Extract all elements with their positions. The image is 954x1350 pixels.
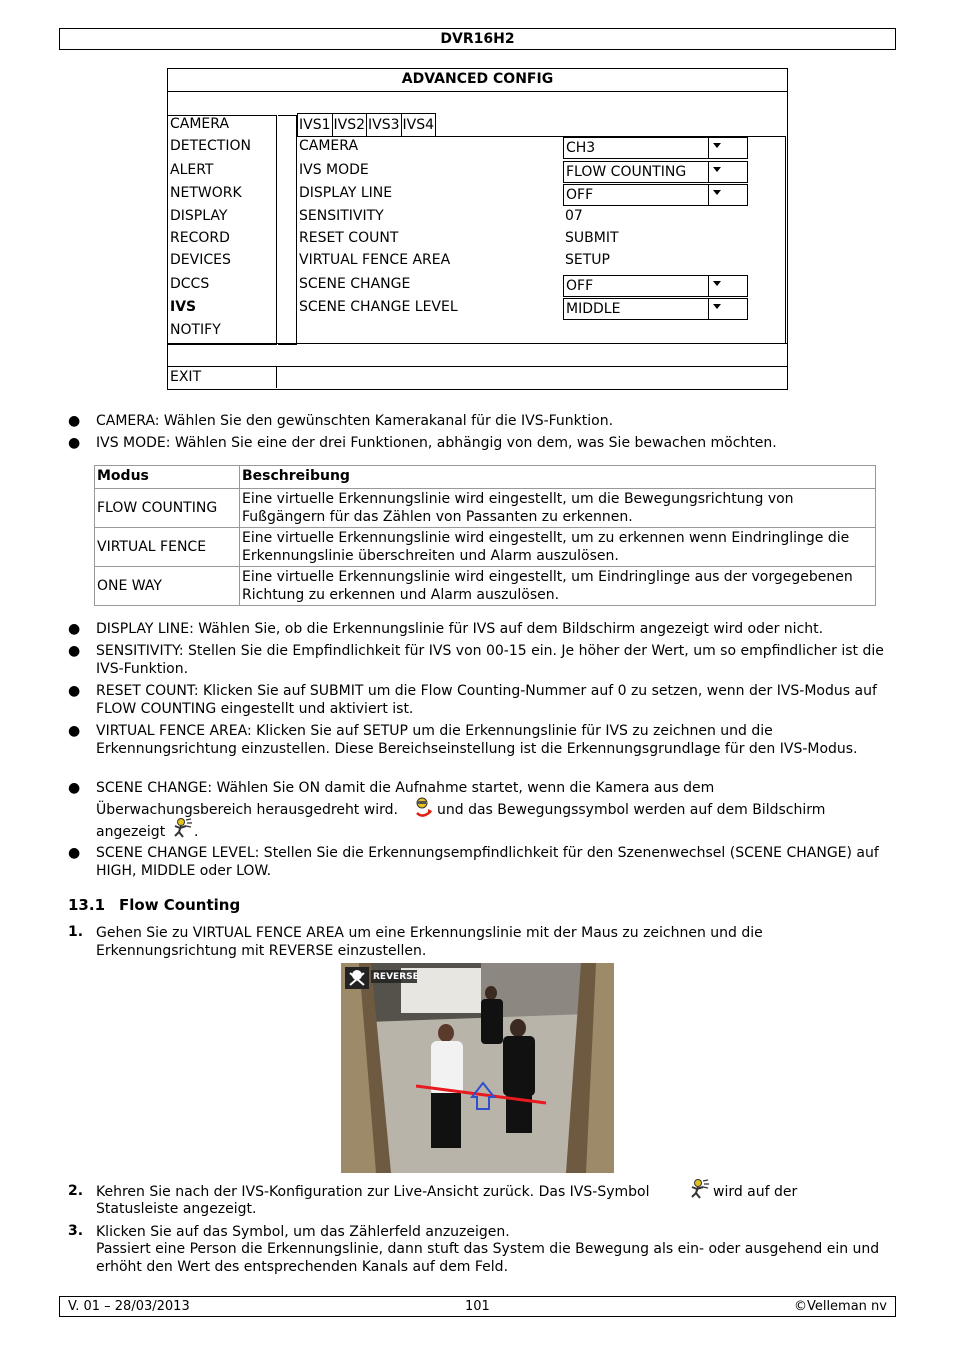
advanced-config-panel (167, 68, 788, 390)
exit-button[interactable] (168, 366, 277, 388)
scene-change-dropdown-value: OFF (566, 278, 594, 294)
reverse-label: REVERSE (373, 972, 419, 982)
camera-dropdown[interactable] (563, 137, 748, 159)
chevron-down-icon[interactable] (708, 138, 747, 158)
camera-view-image (341, 963, 614, 1173)
menu-item-camera[interactable]: CAMERA (170, 116, 230, 132)
ivs-mode-dropdown-value: FLOW COUNTING (566, 164, 687, 180)
display-line-dropdown-value: OFF (566, 187, 594, 203)
tab-ivs2[interactable]: IVS2 (332, 113, 368, 137)
step-text: Kehren Sie nach der IVS-Konfiguration zur Live-Ansicht zurück. Das IVS-Symbol (96, 1184, 650, 1200)
bullet-text: Überwachungsbereich herausgedreht wird. (96, 802, 398, 818)
row-label-reset-count: RESET COUNT (299, 230, 399, 246)
section-heading (68, 896, 240, 914)
bullet-text: VIRTUAL FENCE AREA: Klicken Sie auf SETUP um die Erkennungslinie für IVS zu zeichnen und die Erkennungsrichtung einzustellen. Diese Bereichseinstellung ist die Erkennungsgrundlage für den IVS-Modus. (96, 723, 858, 757)
bullet-text: IVS MODE: Wählen Sie eine der drei Funktionen, abhängig von dem, was Sie bewachen möchten. (96, 435, 777, 451)
page-number: 101 (465, 1299, 490, 1314)
menu-item-devices[interactable]: DEVICES (170, 252, 231, 268)
footer-copyright: ©Velleman nv (793, 1299, 887, 1314)
page-footer (59, 1296, 896, 1317)
config-menu (168, 115, 277, 345)
section-title: Flow Counting (119, 896, 241, 914)
bullet-text: SCENE CHANGE LEVEL: Stellen Sie die Erkennungsempfindlichkeit für den Szenenwechsel (SCENE CHANGE) auf HIGH, MIDDLE oder LOW. (96, 845, 879, 879)
bullet-icon: ● (68, 780, 81, 796)
mode-description: Eine virtuelle Erkennungslinie wird eingestellt, um Eindringlinge aus der vorgegebenen Richtung zu erkennen und Alarm auszulösen. (240, 567, 876, 606)
ivs-modes-table (94, 465, 876, 606)
menu-scrollbar (278, 115, 297, 345)
row-label-virtual-fence-area: VIRTUAL FENCE AREA (299, 252, 451, 268)
bullet-text: SCENE CHANGE: Wählen Sie ON damit die Aufnahme startet, wenn die Kamera aus dem (96, 780, 715, 796)
step-text: wird auf der (713, 1184, 798, 1200)
column-header-beschreibung: Beschreibung (240, 466, 876, 489)
row-label-sensitivity: SENSITIVITY (299, 208, 384, 224)
mode-name: ONE WAY (95, 567, 240, 606)
sensitivity-value[interactable]: 07 (565, 208, 583, 224)
mode-name: FLOW COUNTING (95, 489, 240, 528)
camera-scene (341, 963, 614, 1173)
step-text: Klicken Sie auf das Symbol, um das Zählerfeld anzuzeigen. (96, 1224, 510, 1240)
step-number: 3. (68, 1223, 84, 1239)
menu-item-alert[interactable]: ALERT (170, 162, 214, 178)
mode-description: Eine virtuelle Erkennungslinie wird eingestellt, um zu erkennen wenn Eindringlinge die Erkennungslinie überschreiten und Alarm auszulösen. (240, 528, 876, 567)
menu-item-dccs[interactable]: DCCS (170, 276, 210, 292)
bullet-text: CAMERA: Wählen Sie den gewünschten Kamerakanal für die IVS-Funktion. (96, 413, 614, 429)
exit-label: EXIT (170, 369, 202, 385)
ivs-tabs (297, 113, 435, 135)
menu-item-network[interactable]: NETWORK (170, 185, 242, 201)
camera-dropdown-value: CH3 (566, 140, 596, 156)
bullet-text: RESET COUNT: Klicken Sie auf SUBMIT um die Flow Counting-Nummer auf 0 zu setzen, wenn der IVS-Modus auf FLOW COUNTING eingestellt und aktiviert ist. (96, 683, 877, 717)
chevron-down-icon[interactable] (708, 185, 747, 205)
display-line-dropdown[interactable] (563, 184, 748, 206)
settings-right-column (747, 137, 786, 343)
motion-icon (172, 817, 194, 839)
row-label-scene-change: SCENE CHANGE (299, 276, 411, 292)
chevron-down-icon[interactable] (708, 276, 747, 296)
bullet-scene-change (68, 779, 888, 841)
step-number: 2. (68, 1183, 84, 1199)
table-row (95, 528, 876, 567)
ivs-mode-dropdown[interactable] (563, 161, 748, 183)
virtual-fence-setup-button[interactable]: SETUP (565, 252, 610, 268)
scene-change-dropdown[interactable] (563, 275, 748, 297)
bullet-text: und das Bewegungssymbol werden auf dem Bildschirm (437, 802, 826, 818)
bullet-icon: ● (68, 435, 81, 451)
config-title: ADVANCED CONFIG (168, 69, 787, 92)
bullet-icon: ● (68, 683, 81, 699)
scene-change-level-dropdown[interactable] (563, 298, 748, 320)
row-label-ivs-mode: IVS MODE (299, 162, 369, 178)
column-header-modus: Modus (95, 466, 240, 489)
config-status-bar (168, 343, 787, 367)
bullet-icon: ● (68, 413, 81, 429)
ivs-icon (689, 1178, 711, 1200)
menu-item-ivs[interactable]: IVS (170, 299, 197, 315)
bullet-text: angezeigt (96, 824, 166, 840)
step-text: Passiert eine Person die Erkennungslinie, dann stuft das System die Bewegung als ein- oder ausgehend ein und erhöht den Wert des entsprechenden Kanals auf dem Feld. (96, 1241, 880, 1275)
menu-item-notify[interactable]: NOTIFY (170, 322, 221, 338)
chevron-down-icon[interactable] (708, 162, 747, 182)
page-header: DVR16H2 (59, 28, 896, 50)
row-label-display-line: DISPLAY LINE (299, 185, 393, 201)
tab-ivs4[interactable]: IVS4 (401, 113, 437, 137)
scene-change-icon (413, 795, 435, 819)
scene-change-level-dropdown-value: MIDDLE (566, 301, 621, 317)
menu-item-display[interactable]: DISPLAY (170, 208, 228, 224)
bullet-text: . (194, 824, 199, 840)
tab-ivs1[interactable]: IVS1 (297, 113, 333, 137)
menu-item-detection[interactable]: DETECTION (170, 138, 251, 154)
bullet-icon: ● (68, 643, 81, 659)
bullet-text: SENSITIVITY: Stellen Sie die Empfindlichkeit für IVS von 00-15 ein. Je höher der Wert, um so empfindlicher ist die IVS-Funktion. (96, 643, 884, 677)
table-header-row (95, 466, 876, 489)
row-label-camera: CAMERA (299, 138, 359, 154)
bullet-icon: ● (68, 723, 81, 739)
footer-version: V. 01 – 28/03/2013 (68, 1299, 190, 1314)
step-number: 1. (68, 924, 84, 940)
step-text: Statusleiste angezeigt. (96, 1201, 257, 1217)
tab-ivs3[interactable]: IVS3 (366, 113, 402, 137)
reset-count-submit-button[interactable]: SUBMIT (565, 230, 619, 246)
menu-item-record[interactable]: RECORD (170, 230, 230, 246)
section-number: 13.1 (68, 896, 106, 914)
mode-name: VIRTUAL FENCE (95, 528, 240, 567)
chevron-down-icon[interactable] (708, 299, 747, 319)
table-row (95, 567, 876, 606)
bullet-text: DISPLAY LINE: Wählen Sie, ob die Erkennungslinie für IVS auf dem Bildschirm angezeigt wird oder nicht. (96, 621, 824, 637)
row-label-scene-change-level: SCENE CHANGE LEVEL (299, 299, 458, 315)
step-text: Gehen Sie zu VIRTUAL FENCE AREA um eine Erkennungslinie mit der Maus zu zeichnen und die Erkennungsrichtung mit REVERSE einzustellen. (96, 925, 763, 959)
bullet-icon: ● (68, 621, 81, 637)
table-row (95, 489, 876, 528)
mode-description: Eine virtuelle Erkennungslinie wird eingestellt, um die Bewegungsrichtung von Fußgängern für das Zählen von Passanten zu erkennen. (240, 489, 876, 528)
bullet-icon: ● (68, 845, 81, 861)
